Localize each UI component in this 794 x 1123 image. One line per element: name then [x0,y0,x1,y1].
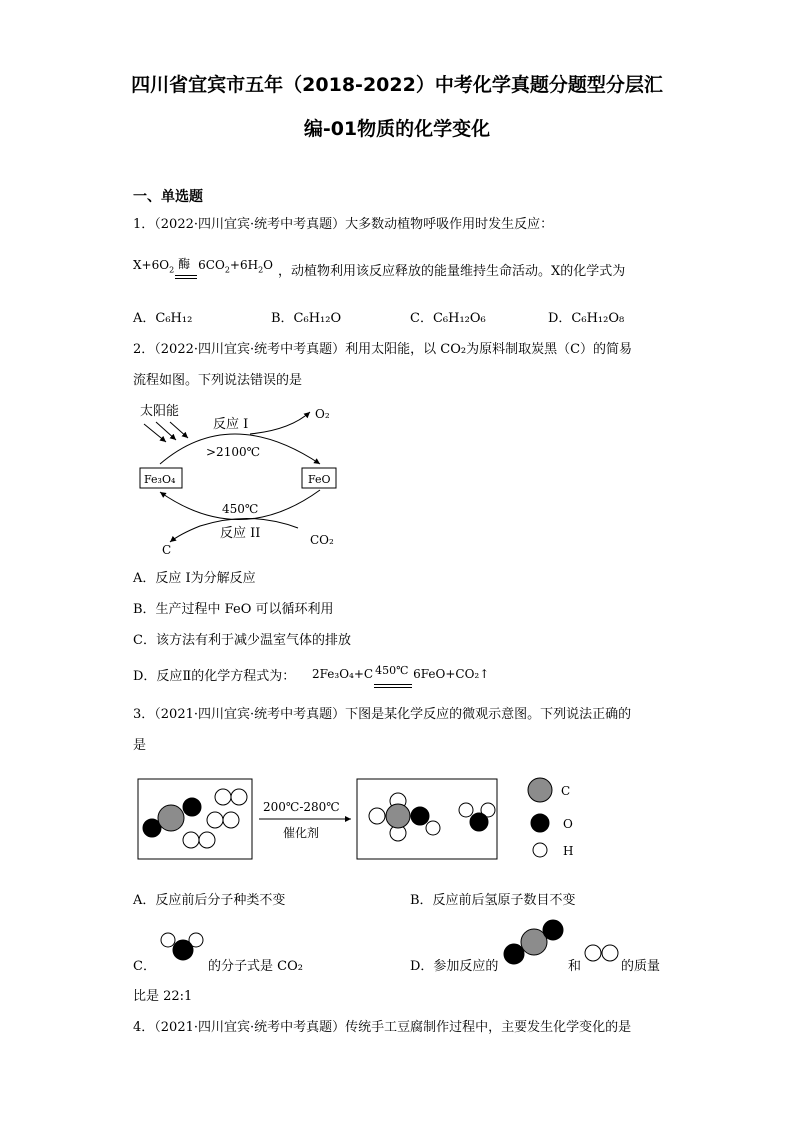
q1-stem-tail: ，动植物利用该反应释放的能量维持生命活动。X的化学式为 [278,264,626,279]
section-heading: 一、单选题 [133,189,203,205]
q2-option-d-equation: 2Fe₃O₄+C 450℃ 6FeO+CO₂↑ [312,667,489,681]
legend-hydrogen-icon [533,843,547,857]
q1-option-a[interactable]: A．C₆H₁₂ [133,311,193,326]
hydrogen-atom [199,832,215,848]
q2-flow-diagram [130,398,360,560]
q3-option-d-mid: 和 [568,959,582,974]
c-label: C [162,543,172,557]
page-title-line2: 编-01物质的化学变化 [303,118,491,140]
q2-option-b[interactable]: B．生产过程中 FeO 可以循环利用 [133,602,334,617]
temp2-label: 450℃ [222,502,259,516]
hydrogen-atom [223,812,239,828]
q3-option-d-prefix[interactable]: D．参加反应的 [410,959,499,974]
reaction1-label: 反应 I [213,417,249,432]
hydrogen-atom [183,832,199,848]
hydrogen-atom [369,808,385,824]
q1-eq-condition: 酶 [178,257,191,271]
q3-stem-line1: 3．（2021·四川宜宾·统考中考真题）下图是某化学反应的微观示意图。下列说法正确的 [133,707,632,722]
oxygen-atom [183,798,201,816]
q1-stem: 1．（2022·四川宜宾·统考中考真题）大多数动植物呼吸作用时发生反应： [133,217,554,232]
fe3o4-label: Fe₃O₄ [144,473,176,486]
page-title-line1: 四川省宜宾市五年（2018-2022）中考化学真题分题型分层汇 [131,74,663,96]
sun-arrow-3 [170,422,188,438]
feo-label: FeO [308,473,331,486]
o2-arrow [250,412,310,434]
carbon-atom [158,805,184,831]
h2-molecule-icon [584,942,620,964]
legend-oxygen-label: O [563,817,573,831]
q1-option-d[interactable]: D．C₆H₁₂O₈ [548,311,625,326]
q3-option-b[interactable]: B．反应前后氢原子数目不变 [410,893,576,908]
legend-hydrogen-label: H [563,844,574,858]
q2-option-c[interactable]: C．该方法有利于减少温室气体的排放 [133,633,351,648]
co2-molecule-icon [500,918,566,968]
q3-option-c-prefix[interactable]: C． [133,959,156,974]
q2-eq-condition: 450℃ [375,664,409,677]
q2-stem-line1: 2．（2022·四川宜宾·统考中考真题）利用太阳能，以 CO₂为原料制取炭黑（C）的简易 [133,342,633,357]
sun-arrow-1 [144,424,166,442]
temp1-label: >2100℃ [206,445,261,459]
o2-label: O₂ [315,407,330,421]
q3-option-d-suffix: 的质量 [621,959,661,974]
carbon-atom [386,804,410,828]
hydrogen-atom [231,789,247,805]
co2-label: CO₂ [310,533,334,547]
q3-condition-bottom: 催化剂 [283,826,320,840]
hydrogen-atom [459,803,473,817]
q3-option-d-line2: 比是 22:1 [133,989,193,1004]
q1-option-c[interactable]: C．C₆H₁₂O₆ [410,311,486,326]
q4-stem: 4．（2021·四川宜宾·统考中考真题）传统手工豆腐制作过程中，主要发生化学变化的是 [133,1020,632,1035]
legend-carbon-label: C [561,784,571,798]
q1-equation: $X+6O_2$ 酶 $6CO_2+6H_2O$ [133,258,273,274]
hydrogen-atom [426,821,440,835]
q3-stem-line2: 是 [133,738,147,753]
q3-option-a[interactable]: A．反应前后分子种类不变 [133,893,286,908]
q2-option-d[interactable]: D．反应Ⅱ的化学方程式为： [133,669,296,684]
hydrogen-atom [207,812,223,828]
oxygen-atom [470,813,488,831]
water-molecule-icon [156,928,208,964]
hydrogen-atom [215,789,231,805]
sun-label: 太阳能 [140,404,180,419]
q2-stem-line2: 流程如图。下列说法错误的是 [133,373,303,388]
q3-reaction-diagram [135,770,595,865]
legend-carbon-icon [528,778,552,802]
q3-condition-top: 200℃-280℃ [263,800,340,814]
q3-option-c-suffix: 的分子式是 CO₂ [208,959,303,974]
reaction2-label: 反应 II [220,526,261,541]
q1-option-b[interactable]: B．C₆H₁₂O [271,311,342,326]
legend-oxygen-icon [531,814,549,832]
q2-option-a[interactable]: A．反应 I为分解反应 [133,571,256,586]
oxygen-atom [411,807,429,825]
